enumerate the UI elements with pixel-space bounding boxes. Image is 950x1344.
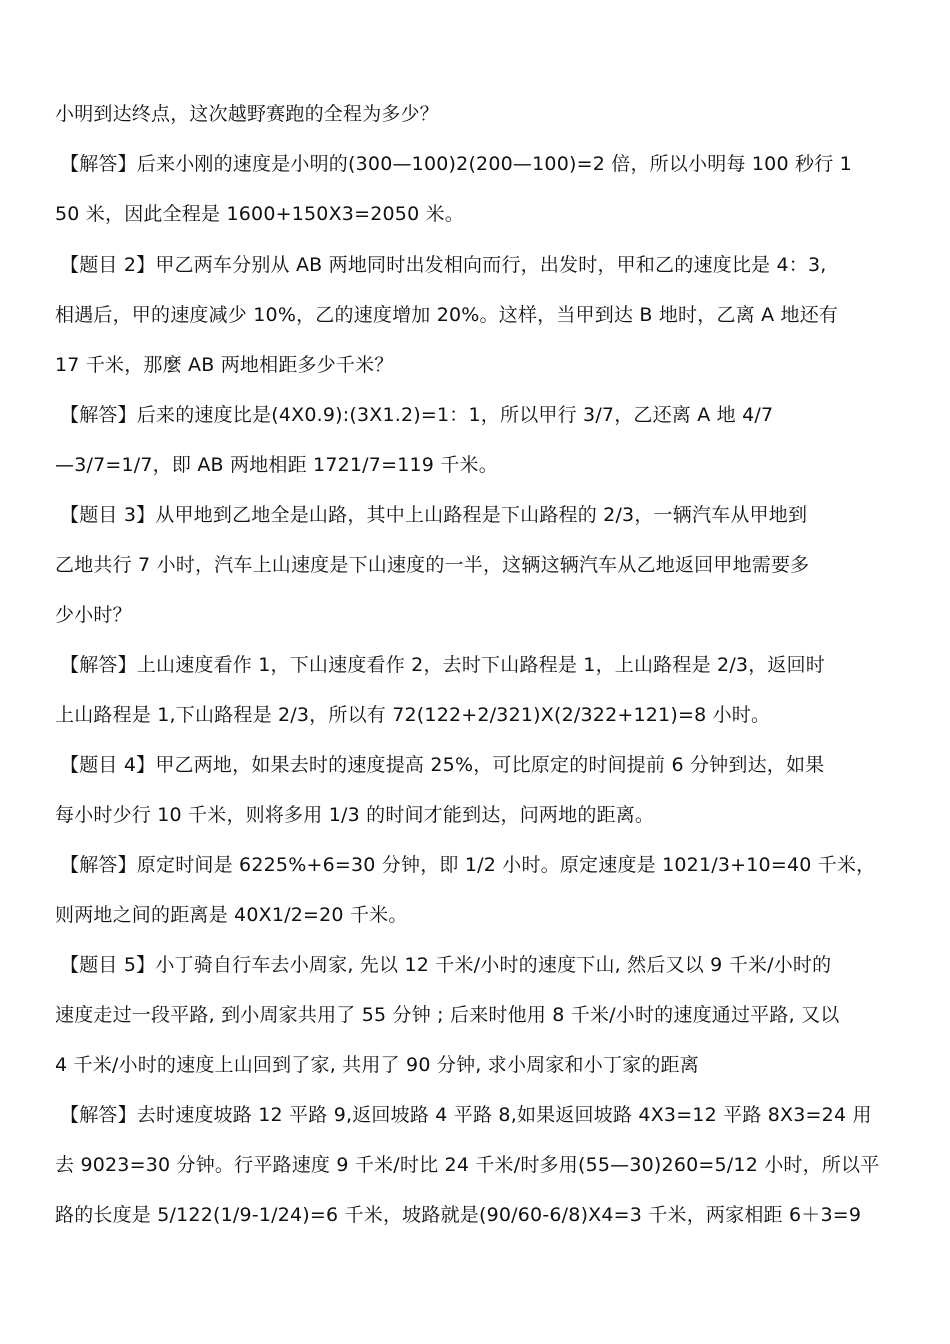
question-line: 【题目 4】甲乙两地，如果去时的速度提高 25%，可比原定的时间提前 6 分钟到达，如果 [60, 754, 825, 776]
answer-line: 【解答】后来小刚的速度是小明的(300—100)2(200—100)=2 倍，所以小明每 100 秒行 1 [60, 153, 852, 175]
text-line: 4 千米/小时的速度上山回到了家, 共用了 90 分钟, 求小周家和小丁家的距离 [55, 1054, 699, 1076]
answer-line: 【解答】原定时间是 6225%+6=30 分钟，即 1/2 小时。原定速度是 1021/3+10=40 千米， [60, 854, 876, 876]
question-line: 【题目 3】从甲地到乙地全是山路，其中上山路程是下山路程的 2/3，一辆汽车从甲地到 [60, 504, 808, 526]
text-line: 每小时少行 10 千米，则将多用 1/3 的时间才能到达，问两地的距离。 [55, 804, 655, 826]
text-line: 小明到达终点，这次越野赛跑的全程为多少？ [55, 103, 440, 125]
text-line: 路的长度是 5/122(1/9-1/24)=6 千米，坡路就是(90/60-6/8)X4=3 千米，两家相距 6＋3=9 [55, 1204, 862, 1226]
question-line: 【题目 5】小丁骑自行车去小周家, 先以 12 千米/小时的速度下山, 然后又以 9 千米/小时的 [60, 954, 832, 976]
text-line: 乙地共行 7 小时，汽车上山速度是下山速度的一半，这辆这辆汽车从乙地返回甲地需要多 [55, 554, 810, 576]
answer-line: 【解答】去时速度坡路 12 平路 9,返回坡路 4 平路 8,如果返回坡路 4X3=12 平路 8X3=24 用 [60, 1104, 872, 1126]
text-line: 则两地之间的距离是 40X1/2=20 千米。 [55, 904, 408, 926]
text-line: 少小时？ [55, 604, 132, 626]
text-line: —3/7=1/7，即 AB 两地相距 1721/7=119 千米。 [55, 454, 498, 476]
text-line: 相遇后，甲的速度减少 10%，乙的速度增加 20%。这样，当甲到达 B 地时，乙离 A 地还有 [55, 304, 839, 326]
answer-line: 【解答】后来的速度比是(4X0.9):(3X1.2)=1：1，所以甲行 3/7，乙还离 A 地 4/7 [60, 404, 774, 426]
text-line: 17 千米，那麼 AB 两地相距多少千米？ [55, 354, 394, 376]
question-line: 【题目 2】甲乙两车分别从 AB 两地同时出发相向而行，出发时，甲和乙的速度比是 4：3, [60, 254, 827, 276]
text-line: 上山路程是 1,下山路程是 2/3，所以有 72(122+2/321)X(2/322+121)=8 小时。 [55, 704, 771, 726]
answer-line: 【解答】上山速度看作 1，下山速度看作 2，去时下山路程是 1，上山路程是 2/3，返回时 [60, 654, 826, 676]
text-line: 50 米，因此全程是 1600+150X3=2050 米。 [55, 203, 465, 225]
text-line: 去 9023=30 分钟。行平路速度 9 千米/时比 24 千米/时多用(55—30)260=5/12 小时，所以平 [55, 1154, 880, 1176]
text-line: 速度走过一段平路, 到小周家共用了 55 分钟 ; 后来时他用 8 千米/小时的速度通过平路, 又以 [55, 1004, 840, 1026]
